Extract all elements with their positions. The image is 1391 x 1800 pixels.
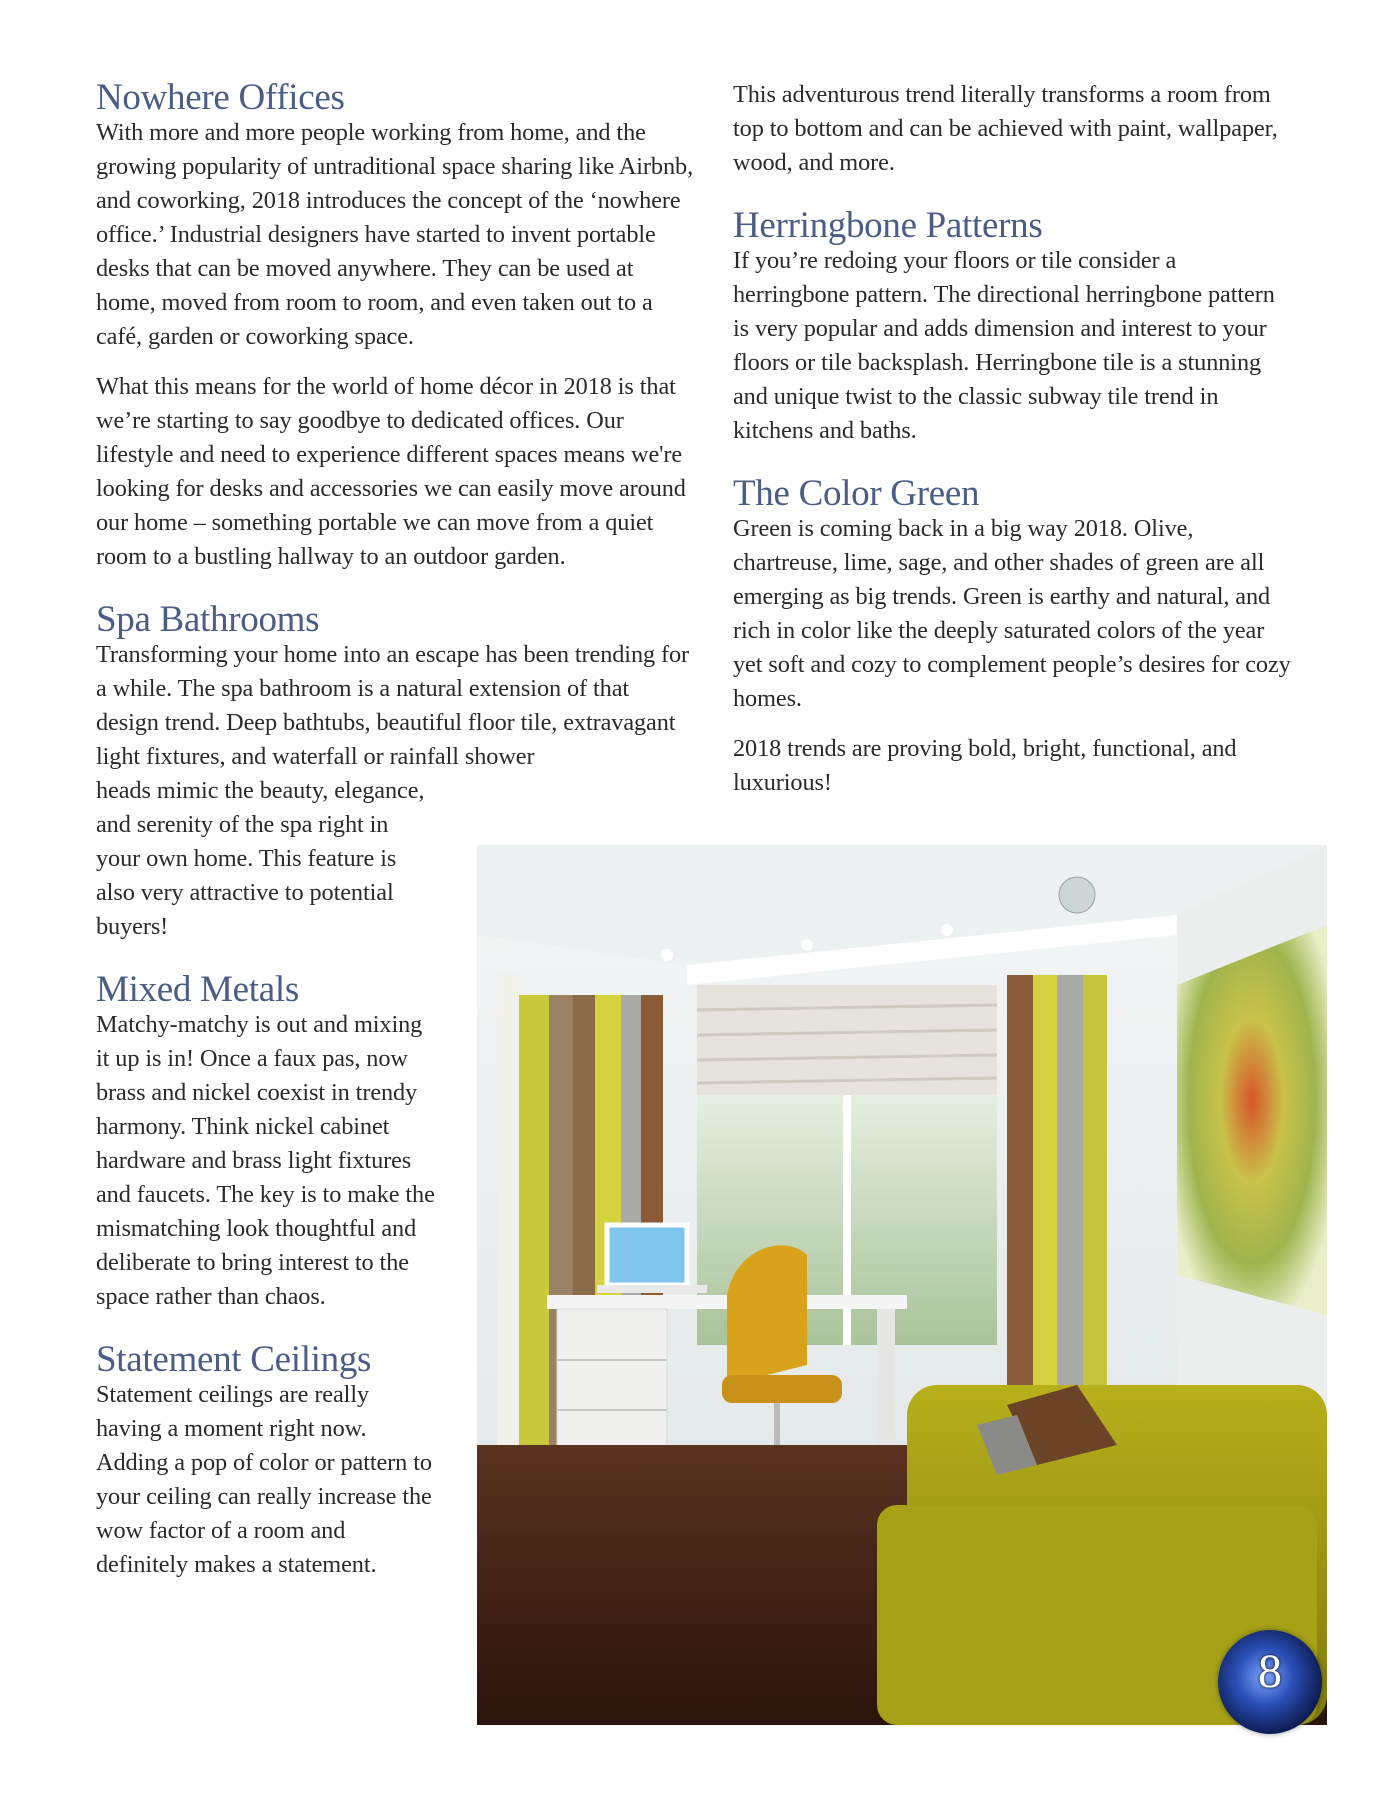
paragraph-color-green-2: 2018 trends are proving bold, bright, functional, and luxurious! bbox=[733, 735, 1237, 796]
paragraph-herringbone: If you’re redoing your floors or tile consider a herringbone pattern. The directional herringbone pattern is very popular and adds dimension and interest to your floors or tile backsplash. Herringbone tile is a stunning and unique twist to the classic subway tile trend in kitchens and baths. bbox=[733, 247, 1275, 444]
heading-color-green: The Color Green bbox=[733, 473, 980, 514]
page-number-badge bbox=[1218, 1630, 1322, 1734]
heading-herringbone-patterns: Herringbone Patterns bbox=[733, 205, 1043, 246]
paragraph-color-green-1: Green is coming back in a big way 2018. Olive, chartreuse, lime, sage, and other shades of green are all emerging as big trends. Green is earthy and natural, and rich in color like the deeply saturated colors of the year yet soft and cozy to complement people’s desires for cozy homes. bbox=[733, 515, 1291, 712]
paragraph-intro: This adventurous trend literally transforms a room from top to bottom and can be achieved with paint, wallpaper, wood, and more. bbox=[733, 81, 1278, 176]
paragraph-nowhere-offices-2: What this means for the world of home décor in 2018 is that we’re starting to say goodbye to dedicated offices. Our lifestyle and need to experience different spaces means we're looking for desks and accessories we can easily move around our home – something portable we can move from a quiet room to a bustling hallway to an outdoor garden. bbox=[96, 373, 686, 570]
paragraph-spa-bathrooms-1: Transforming your home into an escape has been trending for a while. The spa bathroom is a natural extension of that design trend. Deep bathtubs, beautiful floor tile, extravagant light fixtures, and waterfall or rainfall shower bbox=[96, 641, 690, 770]
heading-nowhere-offices: Nowhere Offices bbox=[96, 77, 345, 118]
paragraph-statement-ceilings: Statement ceilings are really having a moment right now. Adding a pop of color or pattern to your ceiling can really increase the wow factor of a room and definitely makes a statement. bbox=[96, 1381, 432, 1578]
heading-mixed-metals: Mixed Metals bbox=[96, 969, 299, 1010]
room-photo bbox=[477, 845, 1327, 1725]
heading-statement-ceilings: Statement Ceilings bbox=[96, 1339, 372, 1380]
right-column bbox=[733, 78, 1293, 800]
page-number: 8 bbox=[1258, 1645, 1282, 1698]
paragraph-mixed-metals: Matchy-matchy is out and mixing it up is in! Once a faux pas, now brass and nickel coexist in trendy harmony. Think nickel cabinet hardware and brass light fixtures and faucets. The key is to make the mismatching look thoughtful and deliberate to bring interest to the space rather than chaos. bbox=[96, 1011, 435, 1310]
heading-spa-bathrooms: Spa Bathrooms bbox=[96, 599, 320, 640]
paragraph-spa-bathrooms-2: heads mimic the beauty, elegance, and serenity of the spa right in your own home. This feature is also very attractive to potential buyers! bbox=[96, 777, 425, 940]
paragraph-nowhere-offices-1: With more and more people working from home, and the growing popularity of untraditional space sharing like Airbnb, and coworking, 2018 introduces the concept of the ‘nowhere office.’ Industrial designers have started to invent portable desks that can be moved anywhere. They can be used at home, moved from room to room, and even taken out to a café, garden or coworking space. bbox=[96, 119, 694, 350]
